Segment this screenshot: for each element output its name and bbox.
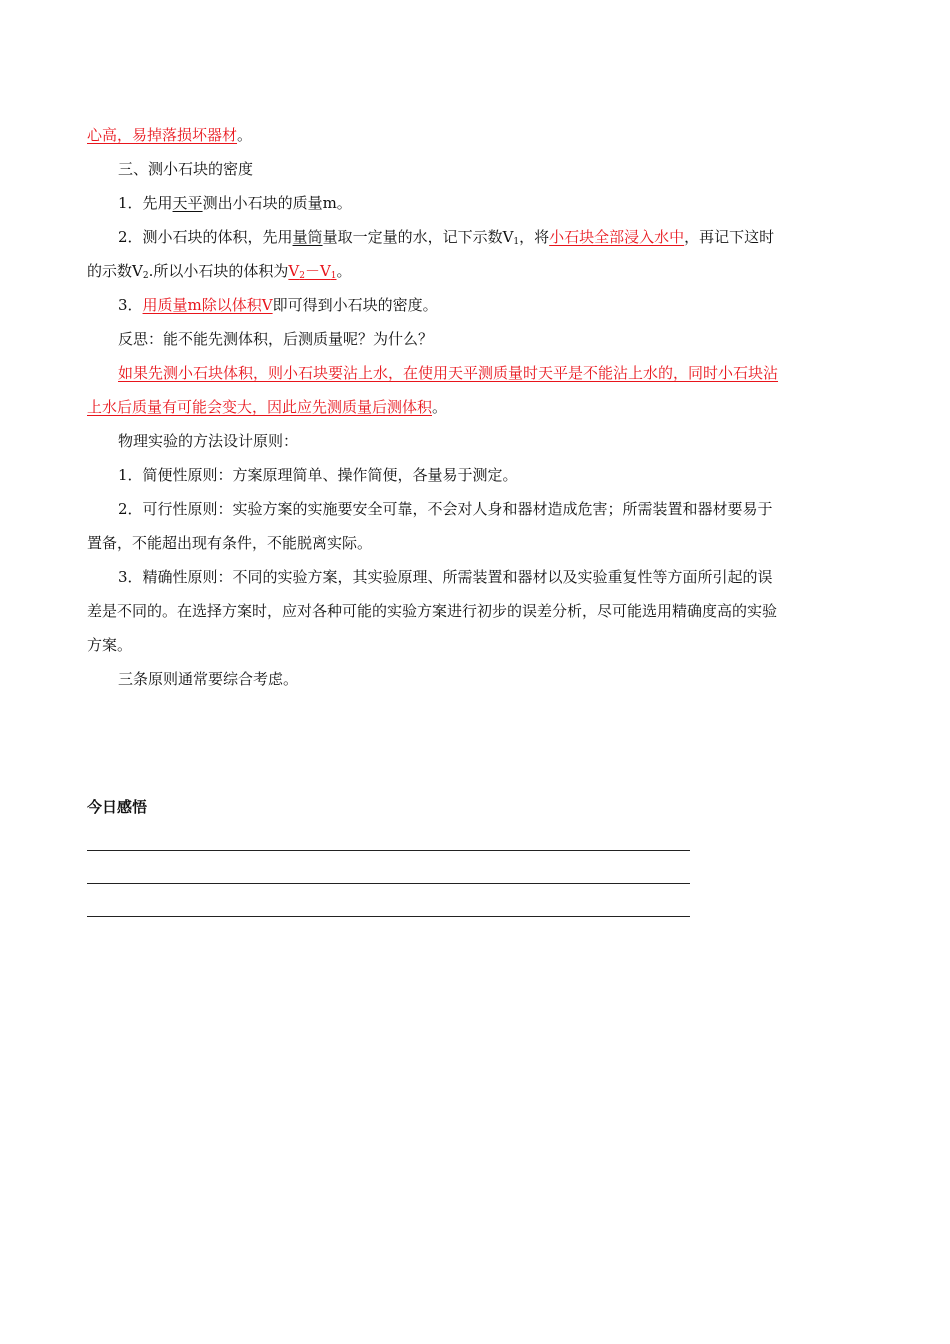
text: －V	[304, 262, 331, 280]
step-2	[87, 220, 865, 254]
section-heading: 三、测小石块的密度	[118, 160, 254, 178]
text: ，将	[519, 228, 550, 246]
answer-text: 小石块全部浸入水中	[549, 228, 685, 246]
document-body	[87, 118, 865, 696]
text: ，再记下这时	[684, 228, 775, 246]
answer-formula	[288, 262, 336, 280]
principle-3-line-2: 差是不同的。在选择方案时，应对各种可能的实验方案进行初步的误差分析，尽可能选用精确度高的实验	[87, 602, 778, 620]
text: 1．先用	[118, 194, 173, 212]
writing-line	[87, 916, 690, 917]
text: 量取一定量的水，记下示数V	[322, 228, 514, 246]
principle-1: 1．简便性原则：方案原理简单、操作简便，各量易于测定。	[118, 466, 518, 484]
principles-title: 物理实验的方法设计原则：	[118, 432, 299, 450]
punctuation: 。	[237, 126, 253, 144]
subscript: 1	[330, 271, 337, 281]
reflection-answer-line-2	[87, 390, 865, 424]
punctuation: 。	[336, 262, 352, 280]
subscript: 1	[513, 237, 520, 247]
underlined-term: 天平	[172, 194, 203, 212]
reflection-answer-line-1	[87, 356, 865, 390]
answer-text: 用质量m除以体积V	[142, 296, 273, 314]
principle-2-line-1: 2．可行性原则：实验方案的实施要安全可靠，不会对人身和器材造成危害；所需装置和器材要易于	[118, 500, 773, 518]
answer-text: 如果先测小石块体积，则小石块要沾上水，在使用天平测质量时天平是不能沾上水的，同时小石块沾	[118, 364, 779, 382]
text-line	[87, 118, 865, 152]
step-1	[87, 186, 865, 220]
writing-line	[87, 883, 690, 884]
principle-3-line-1: 3．精确性原则：不同的实验方案，其实验原理、所需装置和器材以及实验重复性等方面所引起的误	[118, 568, 773, 586]
writing-line	[87, 850, 690, 851]
subscript: 2	[299, 271, 305, 281]
text: 3．	[118, 296, 143, 314]
text: 即可得到小石块的密度。	[272, 296, 438, 314]
text: 的示数V	[87, 262, 143, 280]
step-3	[87, 288, 865, 322]
subscript: 2	[142, 271, 149, 281]
summary: 三条原则通常要综合考虑。	[118, 670, 299, 688]
text: .所以小石块的体积为	[148, 262, 289, 280]
reflection-question: 反思：能不能先测体积，后测质量呢？为什么？	[118, 330, 434, 348]
text: 2．测小石块的体积，先用	[118, 228, 293, 246]
answer-text: 上水后质量有可能会变大，因此应先测质量后测体积	[87, 398, 433, 416]
principle-3-line-3: 方案。	[87, 636, 133, 654]
today-reflection-heading: 今日感悟	[87, 798, 148, 816]
text: 测出小石块的质量m。	[202, 194, 352, 212]
answer-text: 心高，易掉落损坏器材	[87, 126, 238, 144]
underlined-term: 量筒	[292, 228, 323, 246]
text: V	[288, 262, 300, 280]
punctuation: 。	[432, 398, 448, 416]
principle-2-line-2: 置备，不能超出现有条件，不能脱离实际。	[87, 534, 373, 552]
step-2-continued	[87, 254, 865, 288]
